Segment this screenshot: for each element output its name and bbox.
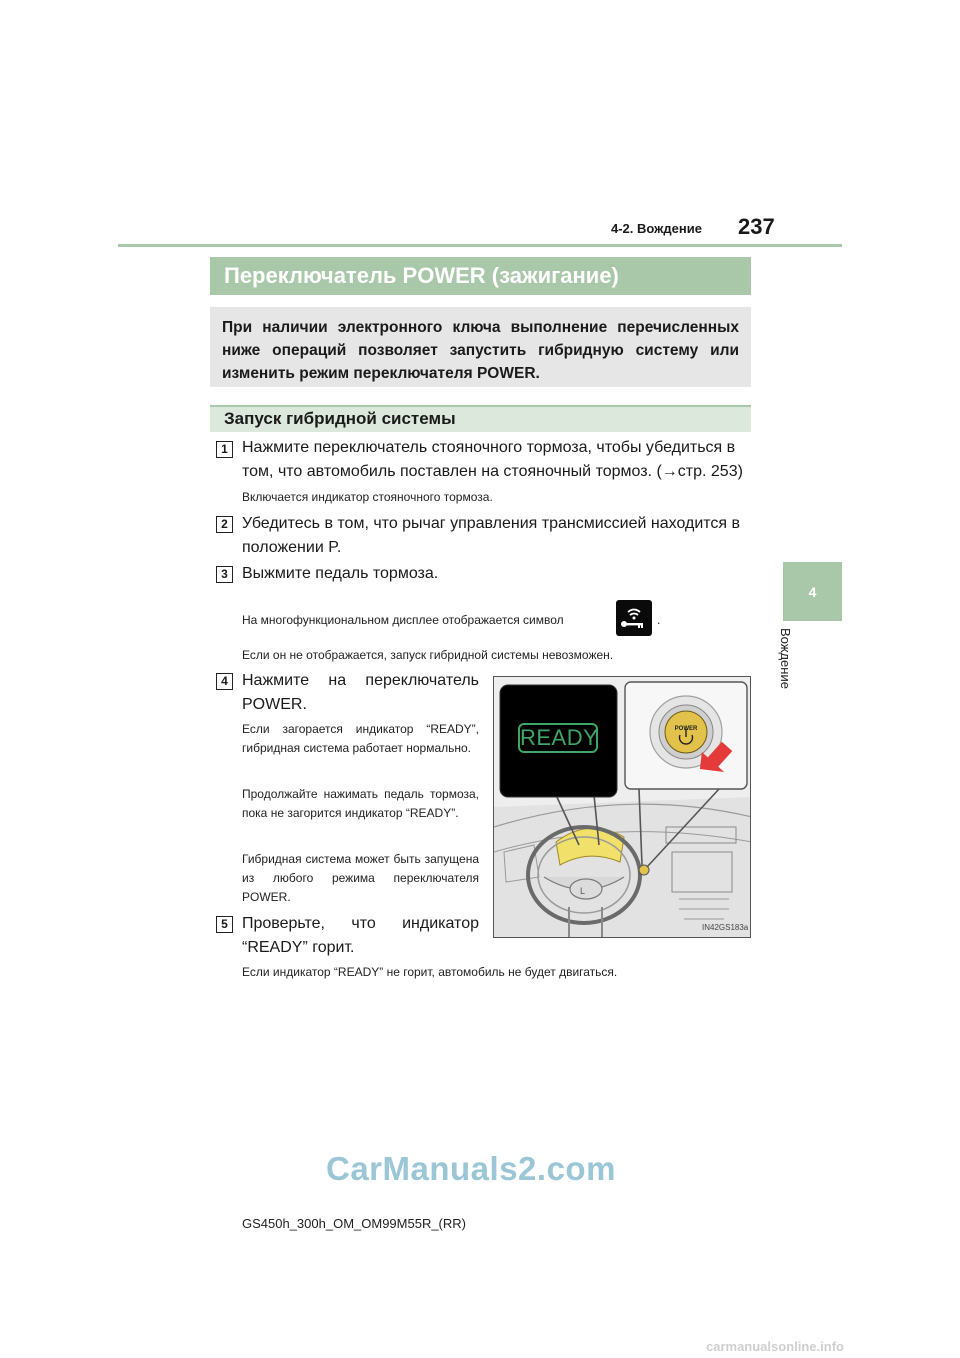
- step-5-note: Если индикатор “READY” не горит, автомобиль не будет двигаться.: [242, 965, 618, 979]
- step-number-3: 3: [216, 566, 233, 583]
- step-number-1: 1: [216, 441, 233, 458]
- step-4-note-1: Если загорается индикатор “READY”, гибридная система работает нормально.: [242, 722, 479, 755]
- ready-indicator: READY: [518, 723, 598, 753]
- figure-code: IN42GS183a: [702, 923, 749, 932]
- step-1-note: Включается индикатор стояночного тормоза.: [242, 490, 493, 504]
- intro-box: При наличии электронного ключа выполнение перечисленных ниже операций позволяет запустить гибридную систему или изменить режим переключателя POWER.: [210, 307, 751, 387]
- step-3-text: Выжмите педаль тормоза.: [242, 565, 439, 582]
- step-4-note-3: Гибридная система может быть запущена из любого режима переключателя POWER.: [242, 852, 479, 904]
- step-5-text: Проверьте, что индикатор “READY” горит.: [242, 915, 479, 956]
- chapter-tab: [783, 562, 842, 621]
- chapter-number: 4: [808, 583, 817, 600]
- footer-doc-code: GS450h_300h_OM_OM99M55R_(RR): [242, 1216, 466, 1231]
- step-4-note-2: Продолжайте нажимать педаль тормоза, пока не загорится индикатор “READY”.: [242, 787, 479, 820]
- watermark-site: carmanualsonline.info: [706, 1339, 844, 1354]
- svg-text:L: L: [580, 886, 586, 896]
- step-1-text: Нажмите переключатель стояночного тормоза, чтобы убедиться в том, что автомобиль поставлен на стояночный тормоз. (→стр. 253): [242, 439, 743, 480]
- key-symbol-icon: [616, 600, 652, 636]
- step-number-5: 5: [216, 916, 233, 933]
- step-3-note-1: На многофункциональном дисплее отображается символ: [242, 613, 564, 627]
- step-3-note-2: Если он не отображается, запуск гибридной системы невозможен.: [242, 648, 614, 662]
- step-4-text: Нажмите на переключатель POWER.: [242, 672, 479, 713]
- header-rule: [118, 244, 842, 247]
- step-number-2: 2: [216, 516, 233, 533]
- dashboard-illustration: [493, 676, 751, 938]
- subsection-title: Запуск гибридной системы: [210, 405, 751, 432]
- watermark: CarManuals2.com: [326, 1150, 616, 1187]
- step-3-note-1-end: .: [657, 613, 661, 627]
- chapter-label: Вождение: [778, 628, 793, 689]
- power-button-label: POWER: [674, 726, 698, 732]
- page-title: Переключатель POWER (зажигание): [210, 257, 751, 295]
- step-2-text: Убедитесь в том, что рычаг управления трансмиссией находится в положении P.: [242, 515, 741, 556]
- page-number: 237: [738, 214, 775, 239]
- step-number-4: 4: [216, 673, 233, 690]
- section-label: 4-2. Вождение: [611, 221, 702, 236]
